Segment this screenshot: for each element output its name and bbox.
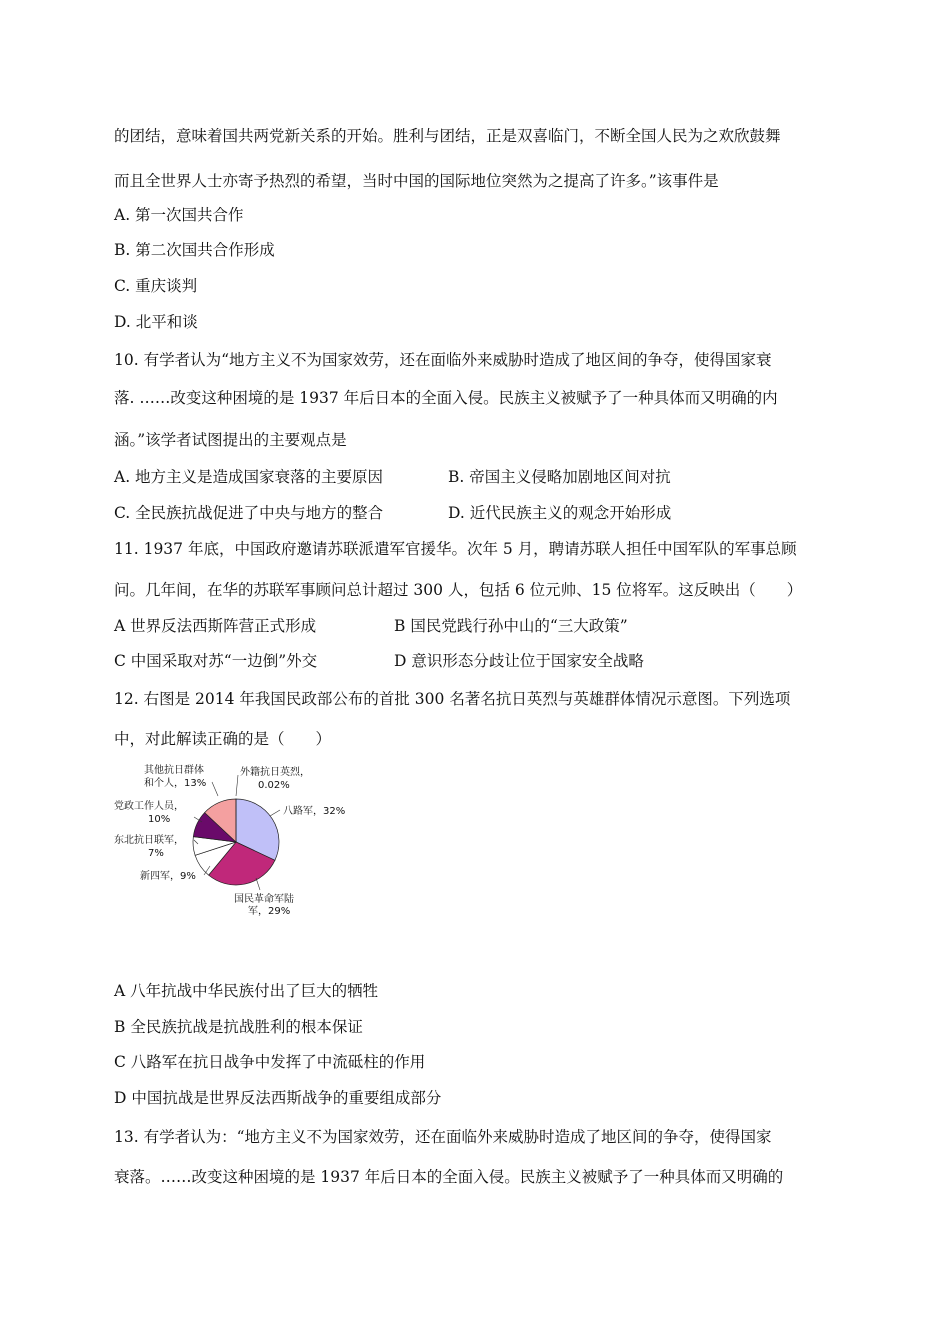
q10-option-a: A. 地方主义是造成国家衰落的主要原因	[114, 468, 384, 486]
q10-option-b: B. 帝国主义侵略加剧地区间对抗	[448, 468, 671, 486]
q11-option-a: A 世界反法西斯阵营正式形成	[114, 617, 317, 635]
label-nra: 国民革命军陆	[234, 894, 294, 905]
label-foreign: 外籍抗日英烈，	[240, 767, 310, 778]
text-line: 落. ……改变这种困境的是 1937 年后日本的全面入侵。民族主义被赋予了一种具体而又明确的内	[114, 389, 778, 407]
label-nra-pct: 军，29%	[248, 906, 291, 917]
label-ne-army: 东北抗日联军，	[114, 835, 184, 846]
q10-option-d: D. 近代民族主义的观念开始形成	[448, 504, 672, 522]
q12-option-b: B 全民族抗战是抗战胜利的根本保证	[114, 1018, 363, 1036]
q12-option-a: A 八年抗战中华民族付出了巨大的牺牲	[114, 982, 379, 1000]
text-line: 而且全世界人士亦寄予热烈的希望，当时中国的国际地位突然为之提高了许多。”该事件是	[114, 172, 719, 190]
pie-chart	[110, 762, 370, 927]
question-13: 13. 有学者认为：“地方主义不为国家效劳，还在面临外来威胁时造成了地区间的争夺，使得国家	[114, 1128, 772, 1146]
text-line: 衰落。……改变这种困境的是 1937 年后日本的全面入侵。民族主义被赋予了一种具体而又明确的	[114, 1168, 784, 1186]
q10-row1	[114, 467, 383, 487]
option-c: C. 重庆谈判	[114, 277, 198, 295]
question-11: 11. 1937 年底，中国政府邀请苏联派遣军官援华。次年 5 月，聘请苏联人担任中国军队的军事总顾	[114, 540, 797, 558]
question-10: 10. 有学者认为“地方主义不为国家效劳，还在面临外来威胁时造成了地区间的争夺，使得国家衰	[114, 351, 772, 369]
text-line: 涵。”该学者试图提出的主要观点是	[114, 431, 347, 449]
text-line: 问。几年间，在华的苏联军事顾问总计超过 300 人，包括 6 位元帅、15 位将军。这反映出（ ）	[114, 581, 803, 599]
option-b: B. 第二次国共合作形成	[114, 241, 275, 259]
q12-option-d: D 中国抗战是世界反法西斯战争的重要组成部分	[114, 1089, 442, 1107]
label-other: 其他抗日群体	[144, 765, 204, 776]
label-eighth-route: 八路军，32%	[283, 806, 346, 817]
label-party-pct: 10%	[148, 814, 171, 825]
q11-option-d: D 意识形态分歧让位于国家安全战略	[394, 652, 644, 670]
label-other-pct: 和个人，13%	[144, 778, 207, 789]
question-12: 12. 右图是 2014 年我国民政部公布的首批 300 名著名抗日英烈与英雄群体情况示意图。下列选项	[114, 690, 791, 708]
text-line: 的团结，意味着国共两党新关系的开始。胜利与团结，正是双喜临门，不断全国人民为之欢欣鼓舞	[114, 127, 781, 145]
text-line: 中，对此解读正确的是（ ）	[114, 730, 332, 748]
option-a: A. 第一次国共合作	[114, 206, 244, 224]
q11-option-b: B 国民党践行孙中山的“三大政策”	[394, 617, 628, 635]
option-d: D. 北平和谈	[114, 313, 198, 331]
q12-option-c: C 八路军在抗日战争中发挥了中流砥柱的作用	[114, 1053, 426, 1071]
label-foreign-pct: 0.02%	[258, 780, 290, 791]
label-new-fourth: 新四军，9%	[140, 871, 196, 882]
label-party: 党政工作人员，	[114, 801, 184, 812]
label-ne-army-pct: 7%	[148, 848, 164, 859]
q11-option-c: C 中国采取对苏“一边倒”外交	[114, 652, 318, 670]
q10-option-c: C. 全民族抗战促进了中央与地方的整合	[114, 504, 384, 522]
